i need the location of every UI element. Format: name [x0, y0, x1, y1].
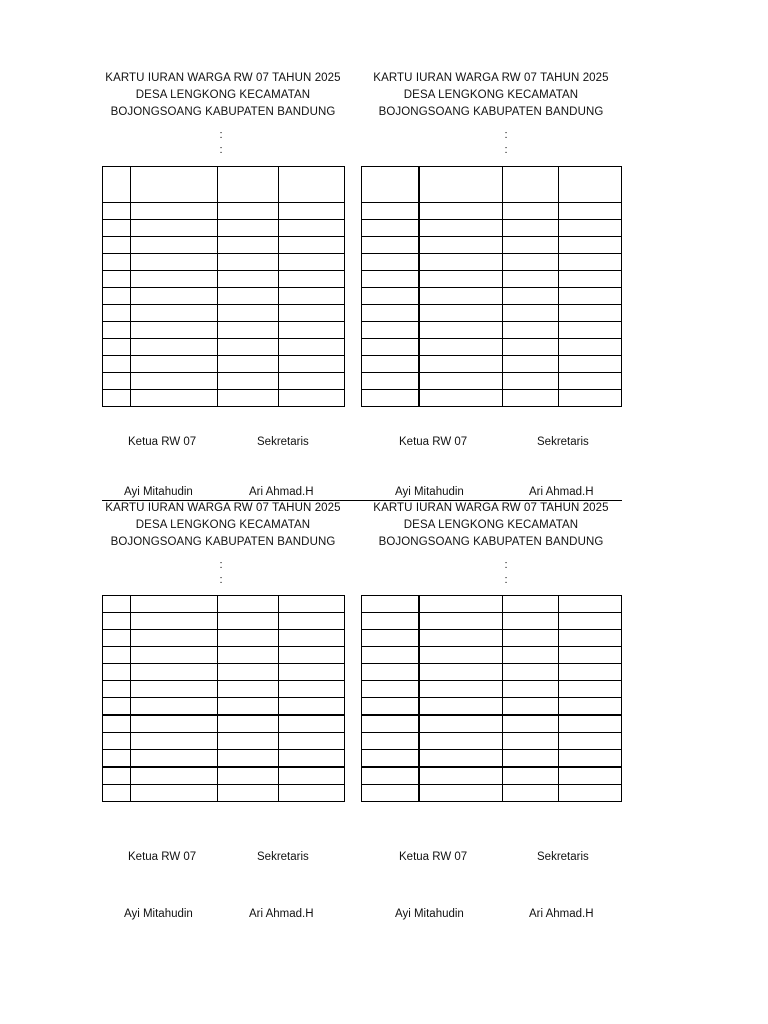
table-cell	[419, 339, 503, 356]
table-cell	[279, 339, 345, 356]
table-cell	[362, 203, 419, 220]
table-header-cell	[279, 167, 345, 203]
table-cell	[103, 271, 131, 288]
table-cell	[103, 288, 131, 305]
card-title-line: DESA LENGKONG KECAMATAN	[135, 89, 311, 101]
table-cell	[503, 356, 559, 373]
table-cell	[503, 767, 559, 785]
table-row	[103, 237, 345, 254]
table-row	[362, 630, 622, 647]
table-row	[103, 220, 345, 237]
signature-role-sekretaris: Sekretaris	[537, 436, 589, 448]
table-cell	[419, 613, 503, 630]
table-cell	[103, 322, 131, 339]
table-cell	[362, 356, 419, 373]
table-cell	[559, 647, 622, 664]
table-row	[103, 630, 345, 647]
table-row	[103, 356, 345, 373]
table-cell	[218, 220, 279, 237]
table-cell	[279, 733, 345, 750]
signature-name-sekretaris: Ari Ahmad.H	[529, 908, 594, 920]
table-header-row	[362, 167, 622, 203]
table-cell	[559, 237, 622, 254]
table-row	[362, 220, 622, 237]
table-header-cell	[131, 167, 218, 203]
card-title-line: BOJONGSOANG KABUPATEN BANDUNG	[378, 106, 604, 118]
table-cell	[218, 785, 279, 802]
table-cell	[503, 220, 559, 237]
table-cell	[559, 373, 622, 390]
signature-name-sekretaris: Ari Ahmad.H	[529, 486, 594, 498]
table-cell	[103, 698, 131, 716]
colon-mark: :	[219, 144, 223, 156]
table-row	[103, 785, 345, 802]
table-cell	[362, 373, 419, 390]
colon-mark: :	[504, 574, 508, 586]
table-cell	[559, 596, 622, 613]
table-cell	[279, 322, 345, 339]
table-cell	[131, 664, 218, 681]
table-cell	[218, 203, 279, 220]
table-cell	[362, 630, 419, 647]
table-cell	[419, 237, 503, 254]
table-cell	[503, 664, 559, 681]
table-cell	[218, 767, 279, 785]
table-cell	[279, 254, 345, 271]
table-cell	[279, 356, 345, 373]
table-row	[103, 750, 345, 768]
table-cell	[103, 613, 131, 630]
card-title	[88, 500, 358, 551]
table-row	[362, 305, 622, 322]
table-cell	[362, 288, 419, 305]
table-cell	[362, 681, 419, 698]
table-cell	[419, 596, 503, 613]
table-cell	[419, 630, 503, 647]
table-cell	[131, 715, 218, 733]
table-cell	[279, 664, 345, 681]
table-cell	[362, 271, 419, 288]
colon-mark: :	[504, 144, 508, 156]
table-row	[362, 698, 622, 716]
table-cell	[131, 785, 218, 802]
table-header-cell	[419, 167, 503, 203]
table-cell	[131, 647, 218, 664]
card-title-line: KARTU IURAN WARGA RW 07 TAHUN 2025	[373, 502, 609, 514]
table-cell	[419, 681, 503, 698]
table-cell	[103, 596, 131, 613]
table-row	[362, 356, 622, 373]
table-cell	[131, 356, 218, 373]
table-cell	[279, 390, 345, 407]
table-cell	[559, 339, 622, 356]
table-row	[362, 322, 622, 339]
table-cell	[218, 288, 279, 305]
table-cell	[503, 733, 559, 750]
table-cell	[103, 356, 131, 373]
table-row	[362, 681, 622, 698]
table-cell	[559, 254, 622, 271]
card-field-colons	[501, 128, 511, 158]
signature-role-ketua: Ketua RW 07	[128, 851, 197, 863]
table-cell	[559, 767, 622, 785]
table-cell	[131, 254, 218, 271]
table-row	[103, 305, 345, 322]
colon-mark: :	[219, 574, 223, 586]
signature-role-ketua: Ketua RW 07	[399, 851, 468, 863]
card-title-line: DESA LENGKONG KECAMATAN	[403, 89, 579, 101]
table-cell	[362, 596, 419, 613]
table-cell	[218, 373, 279, 390]
table-cell	[131, 630, 218, 647]
card-field-colons	[216, 128, 226, 158]
table-row	[362, 664, 622, 681]
table-cell	[559, 220, 622, 237]
table-cell	[559, 715, 622, 733]
card-title-line: KARTU IURAN WARGA RW 07 TAHUN 2025	[105, 502, 341, 514]
table-cell	[131, 322, 218, 339]
table-cell	[503, 647, 559, 664]
card-title-line: BOJONGSOANG KABUPATEN BANDUNG	[110, 536, 336, 548]
payment-table	[361, 166, 622, 407]
table-cell	[419, 733, 503, 750]
signature-role-sekretaris: Sekretaris	[537, 851, 589, 863]
table-cell	[131, 767, 218, 785]
table-row	[362, 373, 622, 390]
table-cell	[503, 288, 559, 305]
table-cell	[559, 322, 622, 339]
table-cell	[559, 630, 622, 647]
table-cell	[103, 664, 131, 681]
table-row	[362, 767, 622, 785]
table-cell	[103, 750, 131, 768]
table-cell	[218, 305, 279, 322]
table-cell	[131, 288, 218, 305]
table-cell	[559, 613, 622, 630]
table-cell	[503, 373, 559, 390]
table-cell	[419, 767, 503, 785]
table-cell	[279, 305, 345, 322]
payment-table	[361, 595, 622, 802]
table-cell	[131, 305, 218, 322]
table-row	[103, 373, 345, 390]
table-cell	[218, 613, 279, 630]
table-row	[103, 715, 345, 733]
table-row	[103, 254, 345, 271]
table-cell	[362, 698, 419, 716]
table-row	[362, 254, 622, 271]
table-row	[103, 664, 345, 681]
table-cell	[218, 254, 279, 271]
table-cell	[503, 681, 559, 698]
table-row	[362, 613, 622, 630]
table-row	[103, 698, 345, 716]
table-row	[103, 767, 345, 785]
table-cell	[103, 733, 131, 750]
card-title-line: BOJONGSOANG KABUPATEN BANDUNG	[378, 536, 604, 548]
table-cell	[419, 271, 503, 288]
table-cell	[503, 715, 559, 733]
table-cell	[559, 664, 622, 681]
table-cell	[362, 339, 419, 356]
table-cell	[218, 322, 279, 339]
signature-name-ketua: Ayi Mitahudin	[124, 908, 193, 920]
card-title-line: KARTU IURAN WARGA RW 07 TAHUN 2025	[373, 72, 609, 84]
table-cell	[218, 271, 279, 288]
table-row	[362, 237, 622, 254]
table-cell	[559, 681, 622, 698]
table-cell	[503, 305, 559, 322]
table-cell	[279, 220, 345, 237]
table-cell	[419, 356, 503, 373]
table-cell	[131, 681, 218, 698]
table-cell	[419, 390, 503, 407]
table-cell	[559, 698, 622, 716]
table-row	[362, 715, 622, 733]
card-title-line: DESA LENGKONG KECAMATAN	[135, 519, 311, 531]
table-cell	[218, 698, 279, 716]
table-cell	[419, 305, 503, 322]
table-row	[362, 288, 622, 305]
table-cell	[362, 733, 419, 750]
table-cell	[503, 271, 559, 288]
table-cell	[559, 390, 622, 407]
colon-mark: :	[504, 559, 508, 571]
table-cell	[503, 254, 559, 271]
table-cell	[103, 647, 131, 664]
table-cell	[218, 647, 279, 664]
table-cell	[131, 203, 218, 220]
table-row	[362, 596, 622, 613]
table-cell	[419, 203, 503, 220]
table-cell	[362, 237, 419, 254]
table-header-row	[103, 167, 345, 203]
table-cell	[131, 613, 218, 630]
table-cell	[103, 630, 131, 647]
table-cell	[131, 271, 218, 288]
table-cell	[559, 356, 622, 373]
table-cell	[103, 254, 131, 271]
table-cell	[279, 237, 345, 254]
table-cell	[362, 785, 419, 802]
signature-role-sekretaris: Sekretaris	[257, 436, 309, 448]
table-row	[362, 203, 622, 220]
table-cell	[218, 596, 279, 613]
table-cell	[279, 630, 345, 647]
table-row	[103, 681, 345, 698]
payment-table	[102, 595, 345, 802]
table-cell	[103, 715, 131, 733]
payment-table	[102, 166, 345, 407]
table-cell	[419, 715, 503, 733]
table-row	[103, 288, 345, 305]
table-row	[103, 390, 345, 407]
table-cell	[362, 390, 419, 407]
signature-role-ketua: Ketua RW 07	[128, 436, 197, 448]
table-cell	[279, 681, 345, 698]
table-cell	[362, 254, 419, 271]
table-cell	[218, 356, 279, 373]
table-cell	[419, 664, 503, 681]
card-title-line: BOJONGSOANG KABUPATEN BANDUNG	[110, 106, 336, 118]
table-cell	[131, 390, 218, 407]
signature-name-sekretaris: Ari Ahmad.H	[249, 908, 314, 920]
table-cell	[559, 288, 622, 305]
signature-role-ketua: Ketua RW 07	[399, 436, 468, 448]
table-cell	[503, 237, 559, 254]
table-cell	[362, 305, 419, 322]
table-cell	[103, 339, 131, 356]
table-row	[103, 203, 345, 220]
table-cell	[279, 613, 345, 630]
table-cell	[103, 305, 131, 322]
table-cell	[103, 785, 131, 802]
colon-mark: :	[219, 559, 223, 571]
table-cell	[131, 750, 218, 768]
table-cell	[503, 698, 559, 716]
table-cell	[559, 203, 622, 220]
table-cell	[131, 596, 218, 613]
table-cell	[362, 767, 419, 785]
table-cell	[218, 681, 279, 698]
table-cell	[503, 203, 559, 220]
table-cell	[362, 322, 419, 339]
table-cell	[419, 750, 503, 768]
table-header-cell	[362, 167, 419, 203]
table-cell	[279, 767, 345, 785]
table-header-cell	[503, 167, 559, 203]
table-row	[362, 733, 622, 750]
table-cell	[503, 785, 559, 802]
table-cell	[103, 373, 131, 390]
table-row	[362, 339, 622, 356]
table-row	[103, 613, 345, 630]
card-title-line: KARTU IURAN WARGA RW 07 TAHUN 2025	[105, 72, 341, 84]
table-cell	[279, 698, 345, 716]
signature-name-ketua: Ayi Mitahudin	[395, 908, 464, 920]
table-cell	[279, 647, 345, 664]
card-title	[88, 70, 358, 121]
table-cell	[279, 203, 345, 220]
table-cell	[218, 630, 279, 647]
table-cell	[131, 220, 218, 237]
table-cell	[559, 733, 622, 750]
table-cell	[503, 390, 559, 407]
table-row	[362, 750, 622, 768]
table-header-cell	[218, 167, 279, 203]
signature-name-sekretaris: Ari Ahmad.H	[249, 486, 314, 498]
table-row	[103, 733, 345, 750]
table-cell	[131, 237, 218, 254]
table-cell	[279, 785, 345, 802]
colon-mark: :	[504, 129, 508, 141]
table-cell	[559, 271, 622, 288]
table-cell	[279, 596, 345, 613]
table-cell	[103, 237, 131, 254]
table-row	[362, 647, 622, 664]
table-row	[103, 647, 345, 664]
signature-name-ketua: Ayi Mitahudin	[395, 486, 464, 498]
signature-name-ketua: Ayi Mitahudin	[124, 486, 193, 498]
table-cell	[559, 785, 622, 802]
table-cell	[279, 750, 345, 768]
table-cell	[131, 373, 218, 390]
table-row	[103, 271, 345, 288]
table-cell	[419, 647, 503, 664]
table-header-cell	[559, 167, 622, 203]
table-cell	[218, 390, 279, 407]
table-cell	[419, 254, 503, 271]
table-row	[103, 339, 345, 356]
card-title-line: DESA LENGKONG KECAMATAN	[403, 519, 579, 531]
table-cell	[279, 373, 345, 390]
table-cell	[218, 664, 279, 681]
table-cell	[131, 733, 218, 750]
table-row	[103, 322, 345, 339]
table-cell	[218, 237, 279, 254]
table-row	[362, 390, 622, 407]
table-cell	[419, 373, 503, 390]
table-cell	[362, 220, 419, 237]
table-row	[362, 271, 622, 288]
table-cell	[559, 750, 622, 768]
table-cell	[559, 305, 622, 322]
table-header-cell	[103, 167, 131, 203]
table-row	[103, 596, 345, 613]
table-cell	[103, 220, 131, 237]
signature-role-sekretaris: Sekretaris	[257, 851, 309, 863]
table-cell	[279, 288, 345, 305]
table-cell	[419, 288, 503, 305]
card-field-colons	[501, 558, 511, 588]
table-cell	[362, 647, 419, 664]
table-cell	[362, 715, 419, 733]
colon-mark: :	[219, 129, 223, 141]
table-cell	[103, 203, 131, 220]
table-cell	[503, 596, 559, 613]
table-row	[362, 785, 622, 802]
table-cell	[103, 681, 131, 698]
table-cell	[503, 630, 559, 647]
table-cell	[503, 322, 559, 339]
table-cell	[218, 750, 279, 768]
table-cell	[131, 339, 218, 356]
table-cell	[419, 322, 503, 339]
table-cell	[503, 339, 559, 356]
table-cell	[279, 271, 345, 288]
table-cell	[419, 785, 503, 802]
table-cell	[503, 613, 559, 630]
table-cell	[362, 664, 419, 681]
table-cell	[218, 339, 279, 356]
table-cell	[362, 750, 419, 768]
table-cell	[419, 698, 503, 716]
table-cell	[362, 613, 419, 630]
table-cell	[419, 220, 503, 237]
card-title	[356, 500, 626, 551]
table-cell	[279, 715, 345, 733]
table-cell	[218, 715, 279, 733]
table-cell	[103, 390, 131, 407]
table-cell	[503, 750, 559, 768]
card-field-colons	[216, 558, 226, 588]
table-cell	[131, 698, 218, 716]
table-cell	[218, 733, 279, 750]
card-title	[356, 70, 626, 121]
table-cell	[103, 767, 131, 785]
